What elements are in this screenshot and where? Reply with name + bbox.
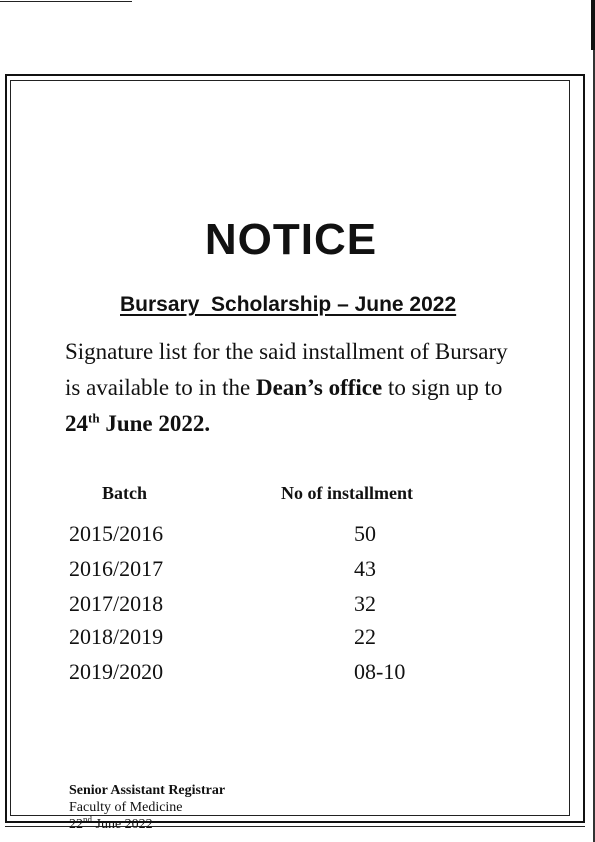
notice-subtitle: Bursary Scholarship – June 2022: [120, 293, 457, 316]
table-row: [11, 591, 571, 625]
deadline-day-suffix: th: [88, 410, 100, 426]
table-row: [11, 659, 571, 693]
body-line-2-prefix: is available to in the: [65, 375, 256, 400]
installment-cell: 50: [354, 521, 376, 546]
batch-cell: 2019/2020: [69, 659, 164, 684]
batch-cell: 2017/2018: [69, 591, 164, 616]
signoff-faculty: Faculty of Medicine: [69, 800, 183, 815]
installment-cell: 32: [354, 591, 376, 616]
scan-artifact-line: [0, 1, 132, 2]
scan-artifact-edge: [591, 0, 595, 50]
signoff-date-day: 22: [69, 817, 83, 832]
notice-title: NOTICE: [204, 215, 378, 264]
notice-border-inner: [10, 80, 570, 832]
installment-cell: 43: [354, 556, 376, 581]
signoff-date: [69, 816, 225, 833]
body-line-3: [65, 406, 565, 442]
signoff-date-rest: June 2022: [92, 817, 153, 832]
body-line-2: [65, 370, 565, 406]
deadline-rest: June 2022.: [99, 411, 211, 436]
table-row: [11, 521, 571, 555]
deadline-day: 24: [65, 411, 88, 436]
body-line-1: Signature list for the said installment of Bursary: [65, 339, 508, 364]
signoff-date-suffix: nd: [83, 814, 92, 825]
deans-office-text: Dean’s office: [255, 375, 383, 400]
table-header-batch: Batch: [102, 483, 147, 503]
batch-cell: 2018/2019: [69, 624, 164, 649]
notice-body: [65, 334, 565, 442]
batch-cell: 2016/2017: [69, 556, 164, 581]
table-row: [11, 624, 571, 658]
body-line-2-suffix: to sign up to: [382, 375, 503, 400]
signoff-block: [69, 782, 225, 833]
installment-cell: 08-10: [354, 659, 406, 684]
installment-cell: 22: [354, 624, 376, 649]
batch-cell: 2015/2016: [69, 521, 164, 546]
signoff-role: Senior Assistant Registrar: [69, 783, 226, 798]
table-header-installment: No of installment: [281, 483, 413, 503]
table-row: [11, 556, 571, 590]
